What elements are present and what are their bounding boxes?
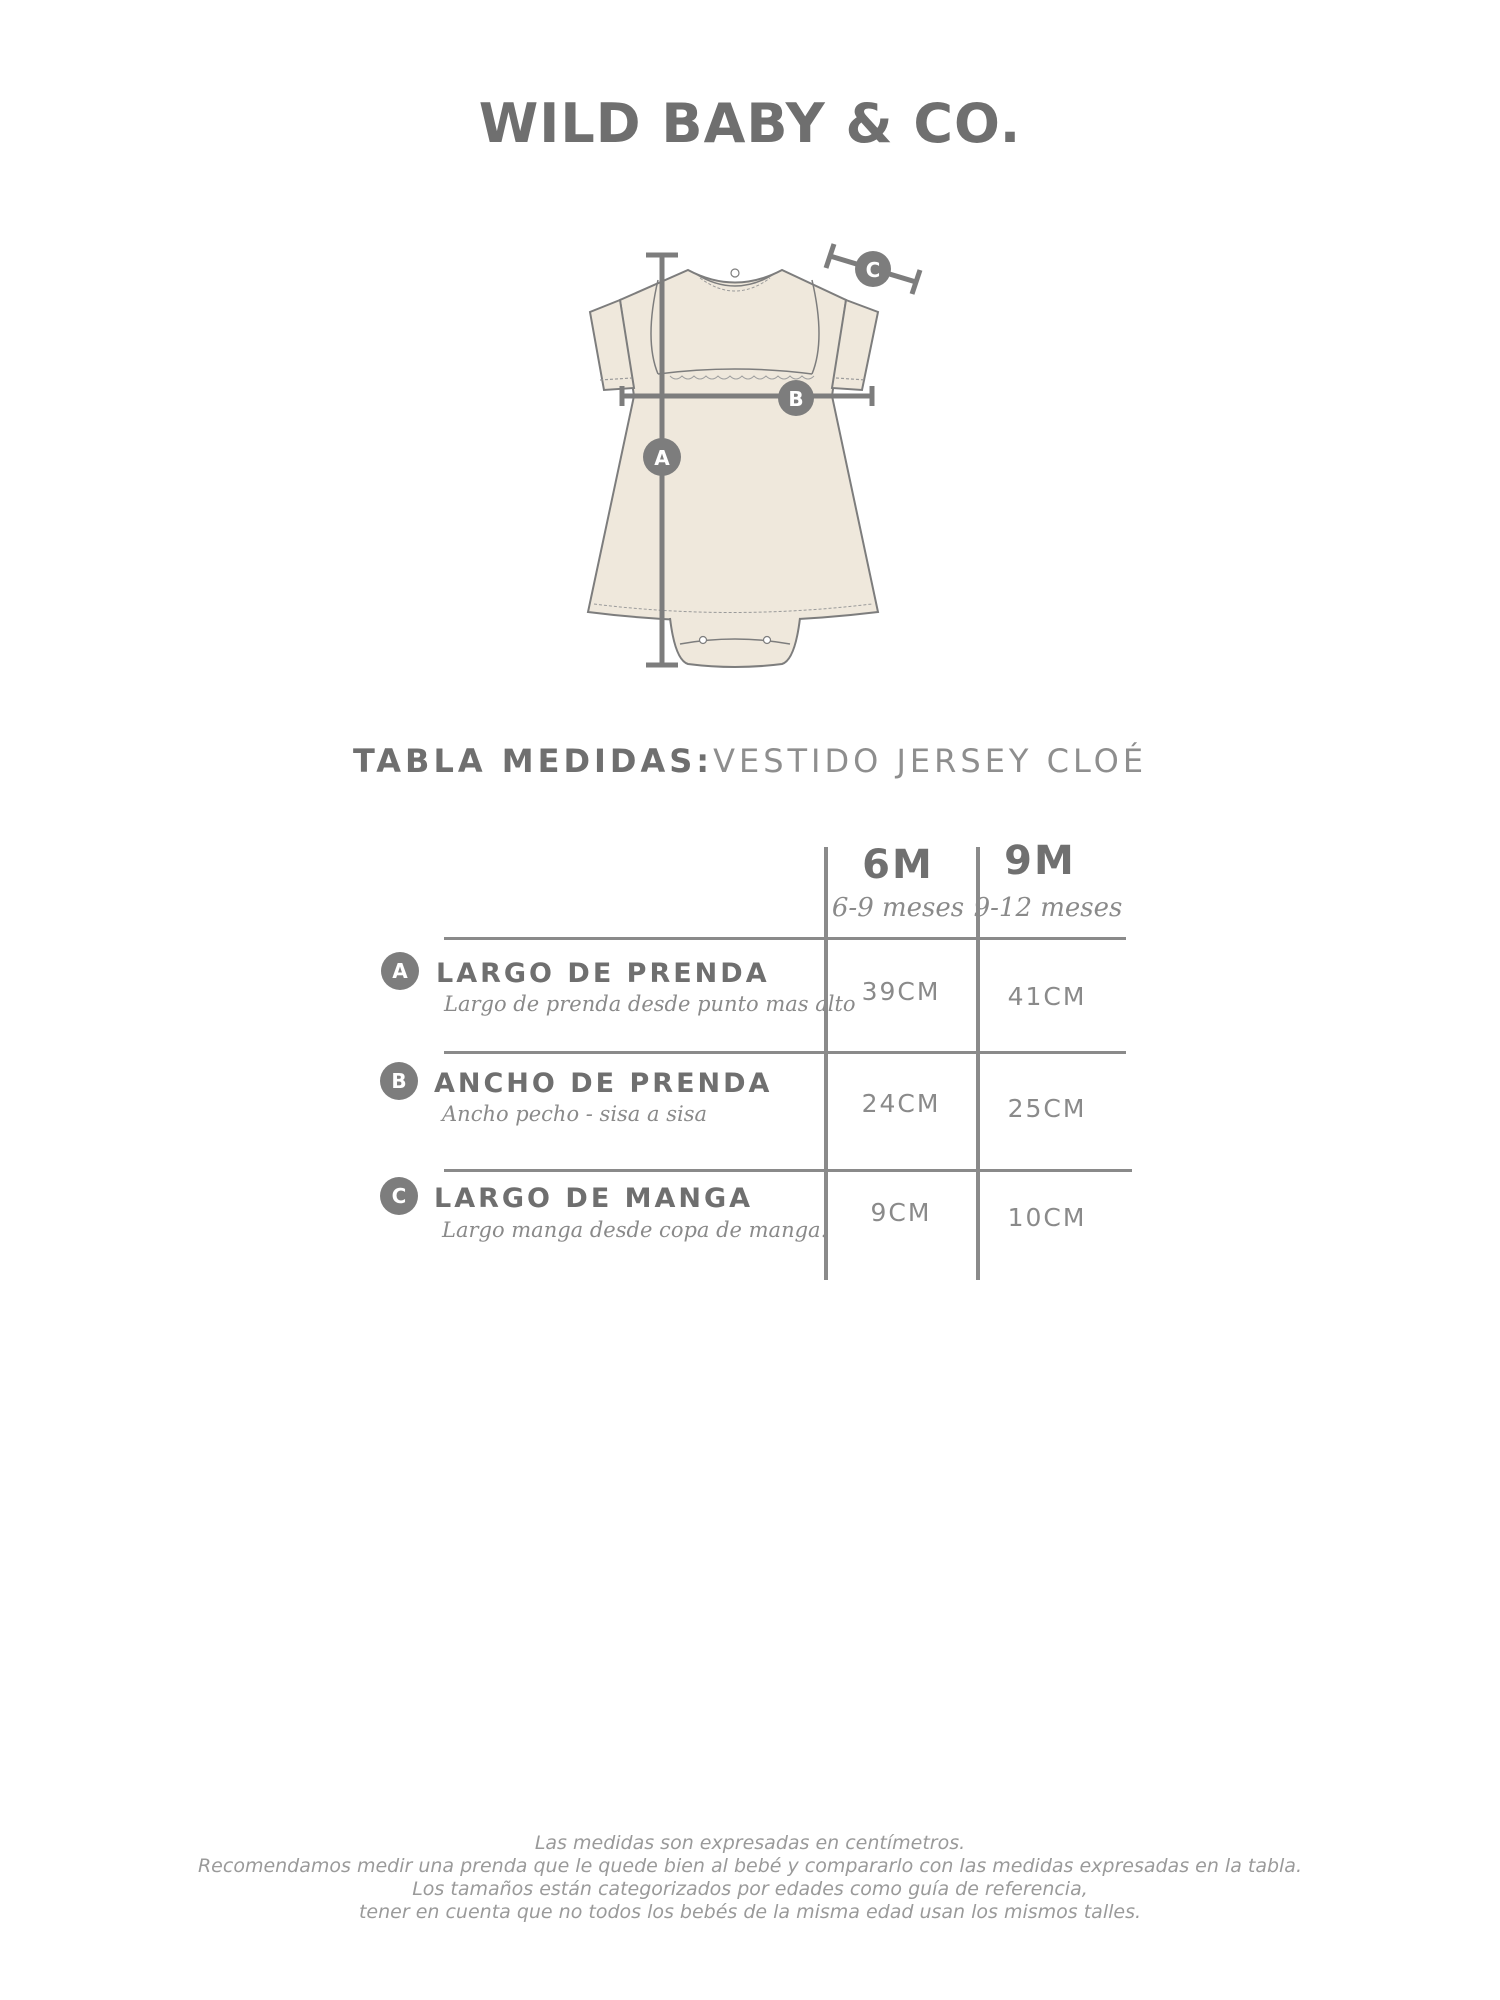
row-badge-b: B — [380, 1062, 418, 1100]
marker-c: C — [865, 258, 881, 282]
footer-notes — [0, 1832, 1500, 1924]
size-9m: 9M — [1004, 838, 1076, 884]
row-label-ancho-prenda: ANCHO DE PRENDA — [434, 1068, 773, 1099]
cell-c-9m: 10CM — [1007, 1203, 1087, 1232]
marker-a: A — [654, 446, 670, 470]
cell-a-6m: 39CM — [861, 977, 941, 1006]
size-6m-range: 6-9 meses — [831, 893, 965, 923]
footer-line-1: Las medidas son expresadas en centímetros. — [534, 1832, 966, 1854]
table-title-bold: TABLA MEDIDAS: — [352, 742, 714, 780]
footer-line-2: Recomendamos medir una prenda que le quede bien al bebé y compararlo con las medidas expresadas en la tabla. — [197, 1855, 1302, 1877]
cell-b-9m: 25CM — [1007, 1094, 1087, 1123]
row-desc-largo-prenda: Largo de prenda desde punto mas alto — [444, 992, 856, 1016]
row-desc-ancho-prenda: Ancho pecho - sisa a sisa — [442, 1102, 707, 1126]
table-rule-2 — [444, 1169, 1132, 1172]
size-9m-range: 9-12 meses — [973, 893, 1123, 923]
cell-b-6m: 24CM — [861, 1089, 941, 1118]
footer-line-3: Los tamaños están categorizados por edades como guía de referencia, — [412, 1878, 1088, 1900]
row-badge-a: A — [381, 952, 419, 990]
row-badge-c: C — [380, 1177, 418, 1215]
table-title-product: VESTIDO JERSEY CLOÉ — [713, 742, 1148, 780]
cell-c-6m: 9CM — [870, 1198, 932, 1227]
row-label-largo-prenda: LARGO DE PRENDA — [436, 958, 770, 989]
brand-title: WILD BABY & CO. — [478, 92, 1022, 155]
footer-line-4: tener en cuenta que no todos los bebés de la misma edad usan los mismos talles. — [358, 1901, 1142, 1923]
row-label-largo-manga: LARGO DE MANGA — [434, 1183, 754, 1214]
row-desc-largo-manga: Largo manga desde copa de manga. — [442, 1218, 828, 1242]
table-title — [0, 742, 1500, 780]
table-rule-header — [444, 937, 1126, 940]
cell-a-9m: 41CM — [1007, 982, 1087, 1011]
dress-body — [588, 269, 878, 667]
table-rule-1 — [444, 1051, 1126, 1054]
garment-diagram — [560, 240, 960, 690]
size-6m: 6M — [862, 842, 934, 888]
measure-c — [826, 244, 920, 294]
marker-b: B — [788, 387, 804, 411]
